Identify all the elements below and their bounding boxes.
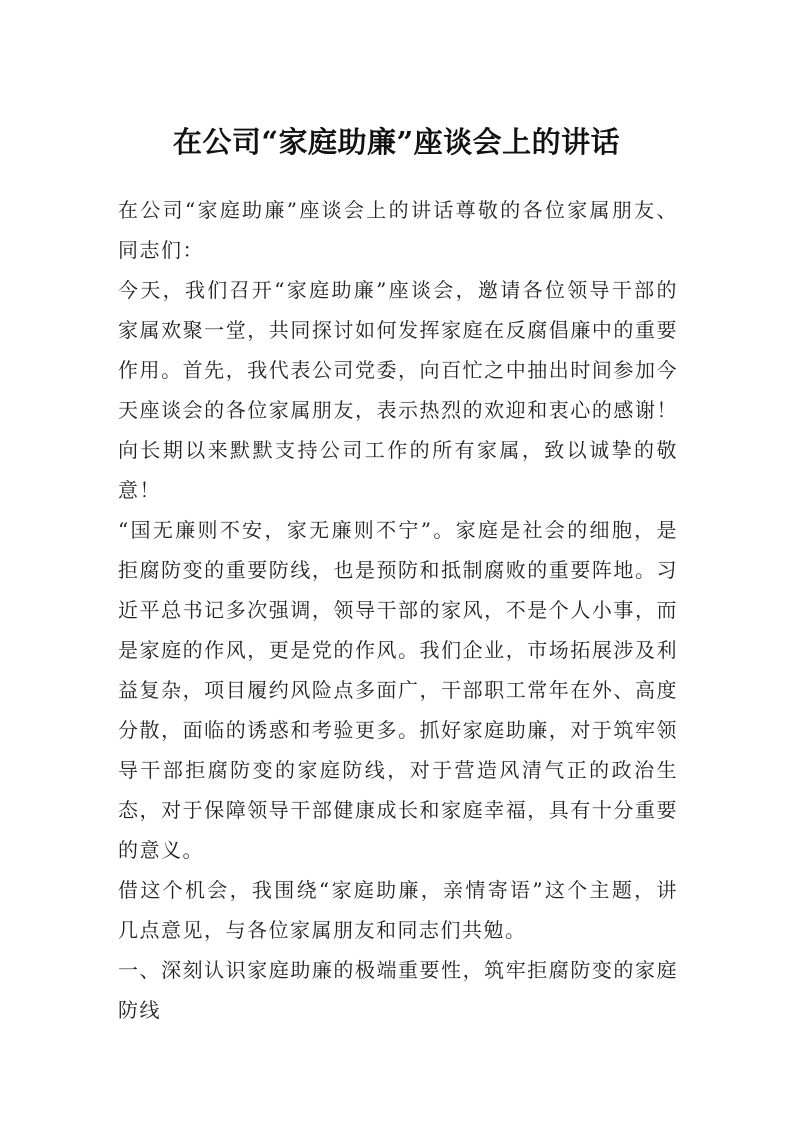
paragraph-significance: “国无廉则不安，家无廉则不宁”。家庭是社会的细胞，是拒腐防变的重要防线，也是预防和抵制腐败的重要阵地。习近平总书记多次强调，领导干部的家风，不是个人小事，而是家庭的作风，更是党的作风。我们企业，市场拓展涉及利益复杂，项目履约风险点多面广，干部职工常年在外、高度分散，面临的诱惑和考验更多。抓好家庭助廉，对于筑牢领导干部拒腐防变的家庭防线，对于营造风清气正的政治生态，对于保障领导干部健康成长和家庭幸福，具有十分重要的意义。: [118, 518, 678, 862]
section-heading-one: 一、深刻认识家庭助廉的极端重要性，筑牢拒腐防变的家庭防线: [118, 958, 678, 1022]
paragraph-salutation: 在公司“家庭助廉”座谈会上的讲话尊敬的各位家属朋友、同志们：: [118, 198, 678, 262]
paragraph-opening: 今天，我们召开“家庭助廉”座谈会，邀请各位领导干部的家属欢聚一堂，共同探讨如何发挥家庭在反腐倡廉中的重要作用。首先，我代表公司党委，向百忙之中抽出时间参加今天座谈会的各位家属朋友，表示热烈的欢迎和衷心的感谢！向长期以来默默支持公司工作的所有家属，致以诚挚的敬意！: [118, 278, 678, 502]
paragraph-theme: 借这个机会，我围绕“家庭助廉，亲情寄语”这个主题，讲几点意见，与各位家属朋友和同志们共勉。: [118, 878, 678, 942]
document-title: 在公司“家庭助廉”座谈会上的讲话: [172, 125, 621, 159]
document-body: [118, 190, 678, 1030]
